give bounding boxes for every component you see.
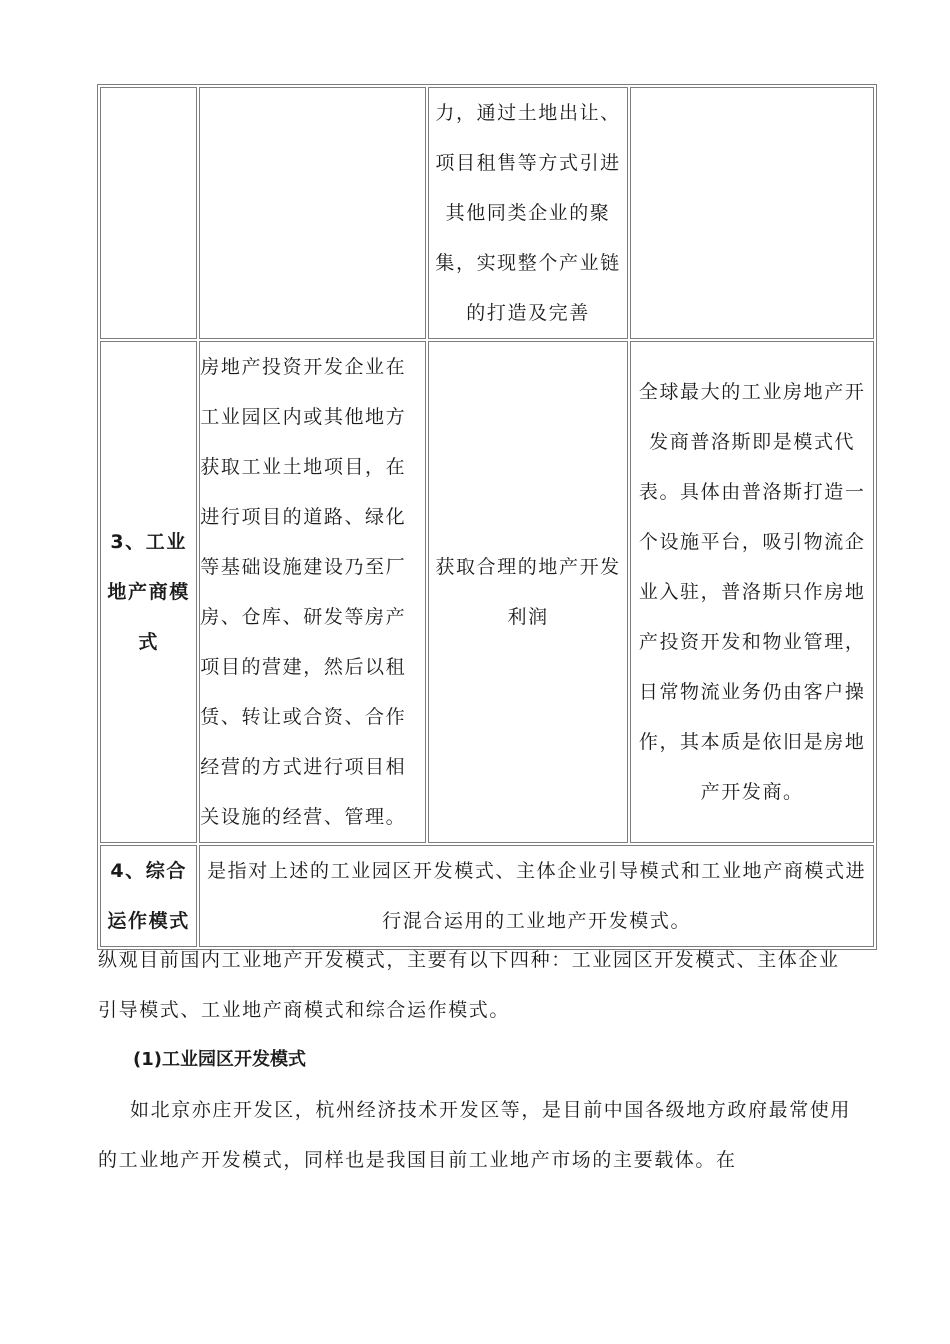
table-cell <box>428 87 629 339</box>
section-heading: (1)工业园区开发模式 <box>133 1049 306 1070</box>
mode-name: 4、综合运作模式 <box>107 860 190 932</box>
mode-name-cell <box>100 845 197 947</box>
table-row <box>100 87 874 339</box>
table-cell <box>630 87 874 339</box>
mode-description-cell <box>199 845 874 947</box>
mode-name-cell <box>100 341 197 843</box>
cell-text: 力，通过土地出让、项目租售等方式引进其他同类企业的聚集，实现整个产业链的打造及完善 <box>435 102 621 324</box>
table-cell <box>100 87 197 339</box>
mode-goal: 获取合理的地产开发利润 <box>435 556 621 628</box>
table-row <box>100 341 874 843</box>
mode-goal-cell <box>428 341 629 843</box>
body-paragraph: 纵观目前国内工业地产开发模式，主要有以下四种：工业园区开发模式、主体企业引导模式、工业地产商模式和综合运作模式。 <box>98 949 840 1021</box>
development-mode-table <box>97 84 877 950</box>
mode-example: 全球最大的工业房地产开发商普洛斯即是模式代表。具体由普洛斯打造一个设施平台，吸引物流企业入驻，普洛斯只作房地产投资开发和物业管理，日常物流业务仍由客户操作，其本质是依旧是房地产开发商。 <box>638 381 866 803</box>
mode-example-cell <box>630 341 874 843</box>
mode-description-cell <box>199 341 426 843</box>
mode-description: 是指对上述的工业园区开发模式、主体企业引导模式和工业地产商模式进行混合运用的工业地产开发模式。 <box>207 860 867 932</box>
table-row <box>100 845 874 947</box>
body-paragraph: 如北京亦庄开发区，杭州经济技术开发区等，是目前中国各级地方政府最常使用的工业地产开发模式，同样也是我国目前工业地产市场的主要载体。在 <box>98 1099 852 1171</box>
mode-description: 房地产投资开发企业在工业园区内或其他地方获取工业土地项目，在进行项目的道路、绿化等基础设施建设乃至厂房、仓库、研发等房产项目的营建，然后以租赁、转让或合资、合作经营的方式进行项目相关设施的经营、管理。 <box>200 356 407 828</box>
table-cell <box>199 87 426 339</box>
mode-name: 3、工业地产商模式 <box>107 531 190 653</box>
